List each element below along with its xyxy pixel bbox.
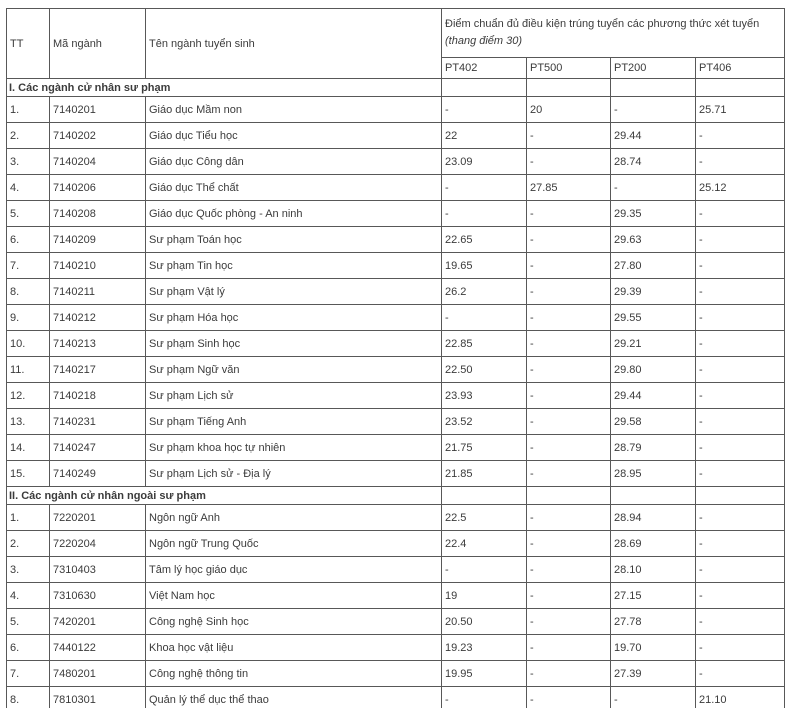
major-code-cell: 7140231 [50, 409, 146, 435]
score-cell-pt402: 22.65 [442, 227, 527, 253]
major-code-cell: 7220201 [50, 505, 146, 531]
score-cell-pt402: 23.09 [442, 149, 527, 175]
score-cell-pt200: 28.69 [611, 531, 696, 557]
score-cell-pt402: - [442, 175, 527, 201]
major-name-cell: Sư phạm Ngữ văn [146, 357, 442, 383]
tt-cell: 8. [7, 687, 50, 708]
section-empty-cell-pt200 [611, 79, 696, 97]
table-row [7, 227, 785, 253]
section-header-row [7, 79, 785, 97]
tt-cell: 4. [7, 583, 50, 609]
section-header-row [7, 487, 785, 505]
tt-cell: 6. [7, 635, 50, 661]
col-header-pt406: PT406 [696, 58, 785, 79]
score-cell-pt500: - [527, 305, 611, 331]
score-cell-pt406: 25.12 [696, 175, 785, 201]
tt-cell: 3. [7, 149, 50, 175]
major-name-cell: Sư phạm Tin học [146, 253, 442, 279]
score-cell-pt500: - [527, 661, 611, 687]
major-code-cell: 7140247 [50, 435, 146, 461]
major-name-cell: Sư phạm Tiếng Anh [146, 409, 442, 435]
score-cell-pt406: - [696, 123, 785, 149]
score-cell-pt406: - [696, 305, 785, 331]
score-cell-pt500: - [527, 383, 611, 409]
major-code-cell: 7140217 [50, 357, 146, 383]
score-cell-pt406: - [696, 609, 785, 635]
score-cell-pt200: 28.10 [611, 557, 696, 583]
score-cell-pt500: - [527, 609, 611, 635]
table-row [7, 583, 785, 609]
score-cell-pt402: 19.95 [442, 661, 527, 687]
score-cell-pt402: 22.50 [442, 357, 527, 383]
table-row [7, 383, 785, 409]
table-body [7, 79, 785, 708]
score-cell-pt500: - [527, 505, 611, 531]
tt-cell: 5. [7, 609, 50, 635]
score-cell-pt406: - [696, 461, 785, 487]
score-cell-pt402: - [442, 305, 527, 331]
score-cell-pt402: 19.65 [442, 253, 527, 279]
tt-cell: 6. [7, 227, 50, 253]
major-code-cell: 7310403 [50, 557, 146, 583]
major-code-cell: 7140249 [50, 461, 146, 487]
score-cell-pt402: 22.4 [442, 531, 527, 557]
col-header-pt402: PT402 [442, 58, 527, 79]
score-cell-pt406: - [696, 383, 785, 409]
score-cell-pt200: 27.78 [611, 609, 696, 635]
major-code-cell: 7140213 [50, 331, 146, 357]
score-cell-pt200: 29.21 [611, 331, 696, 357]
score-cell-pt500: - [527, 253, 611, 279]
score-cell-pt500: - [527, 357, 611, 383]
score-cell-pt402: 22.5 [442, 505, 527, 531]
table-row [7, 461, 785, 487]
major-code-cell: 7810301 [50, 687, 146, 708]
col-header-major-name: Tên ngành tuyển sinh [146, 9, 442, 79]
score-cell-pt500: - [527, 557, 611, 583]
major-code-cell: 7140201 [50, 97, 146, 123]
major-name-cell: Ngôn ngữ Trung Quốc [146, 531, 442, 557]
score-cell-pt500: - [527, 687, 611, 708]
major-code-cell: 7140208 [50, 201, 146, 227]
tt-cell: 2. [7, 531, 50, 557]
score-header-line1: Điểm chuẩn đủ điều kiện trúng tuyển các phương thức xét tuyển [445, 18, 760, 30]
score-cell-pt402: - [442, 687, 527, 708]
score-cell-pt200: 29.63 [611, 227, 696, 253]
score-cell-pt402: 22 [442, 123, 527, 149]
major-code-cell: 7140206 [50, 175, 146, 201]
score-cell-pt500: - [527, 461, 611, 487]
score-cell-pt406: - [696, 409, 785, 435]
score-cell-pt500: - [527, 149, 611, 175]
table-row [7, 201, 785, 227]
score-cell-pt500: - [527, 435, 611, 461]
major-code-cell: 7140209 [50, 227, 146, 253]
major-name-cell: Sư phạm Hóa học [146, 305, 442, 331]
col-header-pt200: PT200 [611, 58, 696, 79]
score-cell-pt200: 29.35 [611, 201, 696, 227]
major-name-cell: Việt Nam học [146, 583, 442, 609]
admission-score-table [6, 8, 785, 708]
tt-cell: 3. [7, 557, 50, 583]
score-cell-pt500: - [527, 123, 611, 149]
table-row [7, 279, 785, 305]
header-row-main [7, 9, 785, 58]
score-cell-pt200: 28.74 [611, 149, 696, 175]
table-row [7, 331, 785, 357]
major-name-cell: Tâm lý học giáo dục [146, 557, 442, 583]
major-code-cell: 7220204 [50, 531, 146, 557]
tt-cell: 11. [7, 357, 50, 383]
table-row [7, 253, 785, 279]
score-cell-pt200: 27.39 [611, 661, 696, 687]
score-cell-pt402: - [442, 557, 527, 583]
score-cell-pt200: 28.94 [611, 505, 696, 531]
score-cell-pt406: - [696, 635, 785, 661]
score-cell-pt200: - [611, 175, 696, 201]
major-name-cell: Giáo dục Quốc phòng - An ninh [146, 201, 442, 227]
score-cell-pt406: - [696, 435, 785, 461]
score-cell-pt200: - [611, 687, 696, 708]
score-cell-pt406: 25.71 [696, 97, 785, 123]
tt-cell: 10. [7, 331, 50, 357]
major-name-cell: Công nghệ thông tin [146, 661, 442, 687]
tt-cell: 5. [7, 201, 50, 227]
section-empty-cell-pt200 [611, 487, 696, 505]
major-code-cell: 7420201 [50, 609, 146, 635]
section-empty-cell-pt500 [527, 487, 611, 505]
major-code-cell: 7440122 [50, 635, 146, 661]
major-name-cell: Khoa học vật liệu [146, 635, 442, 661]
score-cell-pt406: - [696, 557, 785, 583]
tt-cell: 4. [7, 175, 50, 201]
score-cell-pt500: 20 [527, 97, 611, 123]
score-cell-pt402: - [442, 97, 527, 123]
score-cell-pt500: - [527, 583, 611, 609]
section-empty-cell-pt500 [527, 79, 611, 97]
score-cell-pt406: - [696, 583, 785, 609]
score-cell-pt406: - [696, 357, 785, 383]
major-code-cell: 7140204 [50, 149, 146, 175]
col-header-major-code: Mã ngành [50, 9, 146, 79]
score-cell-pt200: 28.95 [611, 461, 696, 487]
score-cell-pt406: 21.10 [696, 687, 785, 708]
score-cell-pt402: 19 [442, 583, 527, 609]
major-code-cell: 7140210 [50, 253, 146, 279]
tt-cell: 1. [7, 97, 50, 123]
score-cell-pt406: - [696, 531, 785, 557]
section-title: I. Các ngành cử nhân sư phạm [7, 79, 442, 97]
score-cell-pt402: 21.75 [442, 435, 527, 461]
score-cell-pt406: - [696, 201, 785, 227]
col-header-scores [442, 9, 785, 58]
score-cell-pt402: 20.50 [442, 609, 527, 635]
tt-cell: 7. [7, 253, 50, 279]
score-cell-pt200: 28.79 [611, 435, 696, 461]
score-cell-pt406: - [696, 505, 785, 531]
major-name-cell: Giáo dục Công dân [146, 149, 442, 175]
score-cell-pt406: - [696, 279, 785, 305]
score-cell-pt406: - [696, 227, 785, 253]
score-cell-pt406: - [696, 661, 785, 687]
major-name-cell: Sư phạm Lịch sử [146, 383, 442, 409]
score-cell-pt406: - [696, 149, 785, 175]
table-row [7, 435, 785, 461]
score-cell-pt402: 22.85 [442, 331, 527, 357]
major-name-cell: Sư phạm Toán học [146, 227, 442, 253]
section-empty-cell-pt402 [442, 487, 527, 505]
table-row [7, 123, 785, 149]
score-cell-pt200: 29.55 [611, 305, 696, 331]
table-row [7, 409, 785, 435]
score-cell-pt200: 27.80 [611, 253, 696, 279]
table-row [7, 505, 785, 531]
score-cell-pt200: 29.58 [611, 409, 696, 435]
major-code-cell: 7310630 [50, 583, 146, 609]
score-cell-pt402: 23.52 [442, 409, 527, 435]
score-cell-pt406: - [696, 331, 785, 357]
score-cell-pt200: - [611, 97, 696, 123]
tt-cell: 2. [7, 123, 50, 149]
score-cell-pt402: - [442, 201, 527, 227]
score-cell-pt200: 29.44 [611, 383, 696, 409]
table-row [7, 635, 785, 661]
score-cell-pt406: - [696, 253, 785, 279]
tt-cell: 1. [7, 505, 50, 531]
score-cell-pt200: 29.44 [611, 123, 696, 149]
major-name-cell: Sư phạm Vật lý [146, 279, 442, 305]
score-cell-pt402: 23.93 [442, 383, 527, 409]
tt-cell: 9. [7, 305, 50, 331]
score-cell-pt402: 19.23 [442, 635, 527, 661]
col-header-tt: TT [7, 9, 50, 79]
score-cell-pt200: 19.70 [611, 635, 696, 661]
major-name-cell: Quản lý thể dục thể thao [146, 687, 442, 708]
major-code-cell: 7480201 [50, 661, 146, 687]
major-code-cell: 7140202 [50, 123, 146, 149]
table-row [7, 97, 785, 123]
table-row [7, 149, 785, 175]
section-empty-cell-pt406 [696, 487, 785, 505]
tt-cell: 8. [7, 279, 50, 305]
tt-cell: 7. [7, 661, 50, 687]
score-cell-pt500: - [527, 331, 611, 357]
score-cell-pt200: 29.39 [611, 279, 696, 305]
major-code-cell: 7140211 [50, 279, 146, 305]
score-cell-pt200: 27.15 [611, 583, 696, 609]
score-cell-pt402: 21.85 [442, 461, 527, 487]
major-name-cell: Công nghệ Sinh học [146, 609, 442, 635]
tt-cell: 15. [7, 461, 50, 487]
col-header-pt500: PT500 [527, 58, 611, 79]
major-name-cell: Giáo dục Thể chất [146, 175, 442, 201]
section-empty-cell-pt406 [696, 79, 785, 97]
major-name-cell: Giáo dục Mầm non [146, 97, 442, 123]
major-name-cell: Sư phạm khoa học tự nhiên [146, 435, 442, 461]
score-cell-pt500: - [527, 409, 611, 435]
table-row [7, 531, 785, 557]
section-title: II. Các ngành cử nhân ngoài sư phạm [7, 487, 442, 505]
table-row [7, 661, 785, 687]
table-row [7, 175, 785, 201]
table-row [7, 357, 785, 383]
score-cell-pt500: - [527, 531, 611, 557]
major-name-cell: Ngôn ngữ Anh [146, 505, 442, 531]
section-empty-cell-pt402 [442, 79, 527, 97]
score-cell-pt500: - [527, 279, 611, 305]
score-cell-pt500: - [527, 201, 611, 227]
major-name-cell: Giáo dục Tiểu học [146, 123, 442, 149]
score-cell-pt500: 27.85 [527, 175, 611, 201]
score-cell-pt200: 29.80 [611, 357, 696, 383]
score-cell-pt402: 26.2 [442, 279, 527, 305]
tt-cell: 12. [7, 383, 50, 409]
tt-cell: 13. [7, 409, 50, 435]
major-code-cell: 7140212 [50, 305, 146, 331]
table-row [7, 687, 785, 708]
table-row [7, 609, 785, 635]
major-name-cell: Sư phạm Sinh học [146, 331, 442, 357]
table-row [7, 557, 785, 583]
tt-cell: 14. [7, 435, 50, 461]
table-row [7, 305, 785, 331]
major-code-cell: 7140218 [50, 383, 146, 409]
score-cell-pt500: - [527, 227, 611, 253]
score-header-line2: (thang điểm 30) [445, 35, 523, 47]
major-name-cell: Sư phạm Lịch sử - Địa lý [146, 461, 442, 487]
score-cell-pt500: - [527, 635, 611, 661]
